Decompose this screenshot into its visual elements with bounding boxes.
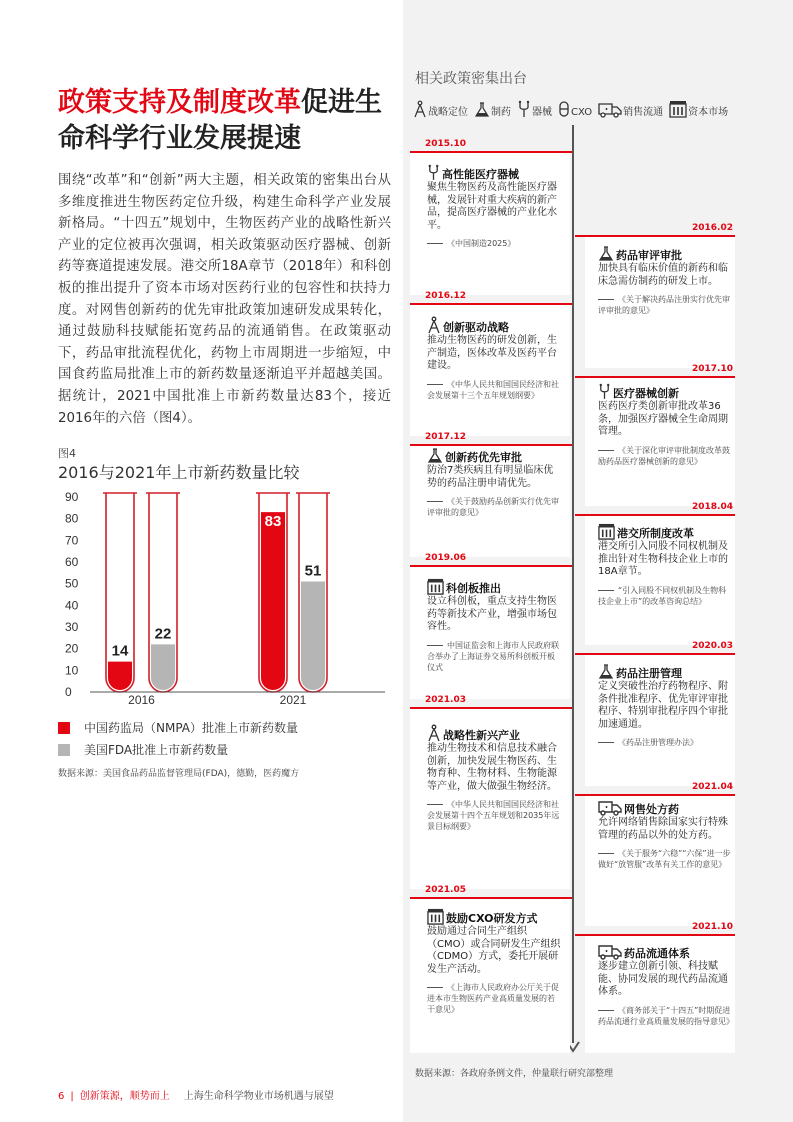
y-tick-label: 40	[65, 598, 79, 613]
chart-legend-fda	[58, 741, 228, 758]
event-title: 鼓励CXO研发方式	[446, 912, 538, 925]
legend-label-sales: 销售流通	[623, 107, 664, 118]
event-title: 创新药优先审批	[445, 451, 522, 464]
timeline-title: 相关政策密集出台	[415, 71, 527, 87]
event-entry	[427, 164, 562, 249]
x-tick-label: 2021	[279, 693, 307, 707]
stethoscope-icon	[598, 383, 611, 400]
y-tick-label: 0	[65, 685, 72, 699]
new-drug-chart	[55, 485, 390, 707]
event-source-text: 《关于解决药品注册实行优先审评审批的意见》	[598, 295, 730, 316]
event-source-text: 《关于服务“六稳”“六保”进一步做好“放管服”改革有关工作的意见》	[598, 849, 731, 870]
event-entry	[598, 523, 733, 607]
event-date: 2021.03	[425, 695, 466, 705]
event-date: 2018.04	[692, 502, 733, 512]
event-title: 药品流通体系	[624, 947, 690, 960]
event-title-row	[598, 800, 733, 816]
event-entry	[598, 383, 733, 467]
page-title	[58, 85, 382, 157]
y-tick-label: 10	[65, 663, 79, 678]
event-title-row	[427, 724, 562, 742]
event-entry	[427, 908, 562, 1015]
data-label: 83	[264, 513, 282, 531]
event-source-text: 《关于鼓励药品创新实行优先审评审批的意见》	[427, 497, 559, 518]
event-entry	[598, 246, 733, 316]
title-line2: 命科学行业发展提速	[58, 123, 301, 154]
event-title-row	[598, 383, 733, 400]
event-entry	[598, 944, 733, 1027]
compass-icon	[413, 100, 427, 118]
event-date-line	[410, 303, 572, 305]
event-description: 医药医疗类创新审批改革36条，加强医疗器械全生命周期管理。	[598, 401, 728, 438]
y-tick-label: 60	[65, 555, 79, 569]
event-source-text: 中国证监会和上海市人民政府联合举办了上海证券交易所科创板开板仪式	[427, 640, 559, 672]
flask-icon	[474, 102, 490, 118]
event-title-row	[427, 164, 562, 181]
event-date: 2020.03	[692, 641, 733, 651]
compass-icon	[427, 316, 441, 334]
event-entry	[427, 724, 562, 832]
capsule-icon	[558, 100, 570, 118]
event-entry	[427, 316, 562, 401]
event-source-text: 《商务部关于“十四五”时期促进药品流通行业高质量发展的指导意见》	[598, 1005, 734, 1026]
compass-icon	[427, 724, 441, 742]
event-title: 医疗器械创新	[613, 387, 679, 400]
legend-label-fda: 美国FDA批准上市新药数量	[84, 743, 229, 757]
truck-icon	[598, 944, 622, 960]
event-source	[427, 799, 562, 832]
figure-title: 2016与2021年上市新药数量比较	[58, 463, 300, 482]
y-tick-label: 30	[65, 620, 79, 634]
event-source	[598, 294, 733, 316]
event-source-text: 《中华人民共和国国民经济和社会发展第十三个五年规划纲要》	[427, 379, 559, 400]
event-description: 加快具有临床价值的新药和临床急需仿制药的研发上市。	[598, 263, 728, 287]
timeline-source: 数据来源：各政府条例文件，仲量联行研究部整理	[415, 1069, 614, 1079]
data-label: 51	[304, 562, 322, 580]
event-source-text: 《中华人民共和国国民经济和社会发展第十四个五年规划和2035年远景目标纲要》	[427, 800, 560, 832]
flask-icon	[598, 246, 614, 262]
flask-icon	[427, 448, 443, 464]
y-tick-label: 90	[65, 490, 79, 504]
stethoscope-icon	[427, 164, 440, 181]
event-entry	[427, 578, 562, 673]
legend-strategy	[413, 100, 468, 118]
legend-label-pharma: 制药	[491, 107, 511, 118]
event-description: 定义突破性治疗药物程序、附条件批准程序、优先审评审批程序、特别审批程序四个审批加速通道。	[598, 681, 728, 730]
event-date: 2019.06	[425, 553, 466, 563]
event-title: 港交所制度改革	[617, 527, 694, 540]
event-date: 2021.04	[692, 782, 733, 792]
event-description: 防治7类疾病且有明显临床优势的药品注册申请优先。	[427, 465, 554, 489]
event-description: 设立科创板，重点支持生物医药等新技术产业，增强市场包容性。	[427, 596, 557, 633]
event-description: 鼓励通过合同生产组织（CMO）或合同研发生产组织（CDMO）方式，委托开展研发生产活动。	[427, 926, 561, 975]
source-dash	[427, 384, 443, 385]
event-date: 2015.10	[425, 139, 466, 149]
y-tick-label: 70	[65, 533, 79, 548]
truck-icon	[598, 102, 622, 118]
legend-capital	[669, 100, 728, 118]
event-date-line	[410, 151, 572, 153]
footer-section: 创新策源，顺势而上	[79, 1091, 170, 1102]
data-label: 22	[154, 625, 172, 643]
chart-legend-nmpa	[58, 719, 298, 736]
source-dash	[598, 450, 614, 451]
event-title-row	[427, 316, 562, 334]
legend-label-strategy: 战略定位	[428, 107, 468, 118]
footer-separator: |	[70, 1091, 74, 1102]
event-source	[598, 737, 733, 748]
truck-icon	[598, 800, 622, 816]
event-date-line	[410, 444, 572, 446]
bar-fill	[301, 582, 325, 691]
event-date: 2017.12	[425, 432, 466, 442]
event-source	[598, 445, 733, 467]
event-description: 港交所引入同股不同权机制及推出针对生物科技企业上市的18A章节。	[598, 541, 728, 578]
legend-swatch-red	[58, 722, 70, 734]
event-title-row	[598, 246, 733, 262]
figure-label: 图4	[58, 447, 76, 460]
event-title-row	[427, 908, 562, 925]
building-icon	[427, 578, 444, 595]
event-source	[427, 379, 562, 401]
event-source-text: “引入同股不同权机制及生物科技企业上市”的改革咨询总结》	[598, 585, 727, 606]
legend-label-device: 器械	[532, 107, 552, 118]
bar-fill	[108, 662, 132, 690]
event-source-text: 《中国制造2025》	[447, 239, 516, 249]
event-date-line	[575, 376, 735, 378]
legend-label-cxo: CXO	[571, 107, 593, 118]
legend-pharma	[474, 102, 511, 118]
event-title-row	[598, 523, 733, 540]
x-tick-label: 2016	[128, 693, 155, 707]
y-tick-label: 80	[65, 511, 79, 526]
data-label: 14	[111, 642, 129, 660]
page-number: 6	[58, 1091, 65, 1102]
page-footer	[58, 1087, 334, 1102]
timeline-axis	[572, 125, 574, 1043]
footer-doc-title: 上海生命科学物业市场机遇与展望	[183, 1091, 334, 1102]
building-icon	[427, 908, 444, 925]
event-date-line	[410, 565, 572, 567]
event-entry	[598, 800, 733, 870]
event-title: 药品注册管理	[616, 667, 682, 680]
legend-label-nmpa: 中国药监局（NMPA）批准上市新药数量	[84, 721, 299, 735]
event-source	[598, 1005, 733, 1027]
event-date: 2016.02	[692, 223, 733, 233]
source-dash	[598, 742, 614, 743]
source-dash	[598, 299, 614, 300]
bar-fill	[151, 644, 175, 690]
event-source-text: 《关于深化审评审批制度改革鼓励药品医疗器械创新的意见》	[598, 445, 730, 466]
event-date: 2021.05	[425, 885, 466, 895]
title-line1-rest: 促进生	[301, 87, 382, 118]
event-source-text: 《上海市人民政府办公厅关于促进本市生物医药产业高质量发展的若干意见》	[427, 983, 559, 1015]
event-description: 推动生物技术和信息技术融合创新，加快发展生物医药、生物育种、生物材料、生物能源等产业，做大做强生物经济。	[427, 743, 557, 792]
event-date-line	[575, 514, 735, 516]
bar-fill	[261, 512, 285, 690]
event-source	[427, 238, 562, 249]
source-dash	[598, 853, 614, 854]
event-source	[427, 982, 562, 1015]
legend-swatch-grey	[58, 744, 70, 756]
event-description: 推动生物医药的研发创新，生产制造，医体改革及医药平台建设。	[427, 335, 557, 372]
event-date-line	[575, 235, 735, 237]
event-title-row	[598, 664, 733, 680]
event-title: 药品审评审批	[616, 249, 682, 262]
y-tick-label: 50	[65, 576, 79, 591]
source-dash	[427, 243, 443, 244]
event-date-line	[575, 794, 735, 796]
legend-sales	[598, 102, 663, 118]
source-dash	[598, 590, 614, 591]
event-source	[427, 640, 562, 673]
legend-device	[517, 100, 552, 118]
event-date: 2017.10	[692, 364, 733, 374]
flask-icon	[598, 664, 614, 680]
event-title: 网售处方药	[624, 803, 679, 816]
event-entry	[427, 448, 562, 518]
source-dash	[427, 987, 443, 988]
event-source	[427, 496, 562, 518]
source-dash	[598, 1010, 614, 1011]
source-dash	[427, 645, 443, 646]
event-description: 逐步建立创新引领、科技赋能、协同发展的现代药品流通体系。	[598, 961, 728, 998]
event-source-text: 《药品注册管理办法》	[618, 738, 698, 748]
event-title-row	[598, 944, 733, 960]
y-tick-label: 20	[65, 641, 79, 656]
event-title-row	[427, 448, 562, 464]
event-title: 创新驱动战略	[443, 321, 509, 334]
timeline-legend	[413, 100, 734, 118]
intro-paragraph: 围绕“改革”和“创新”两大主题，相关政策的密集出台从多维度推进生物医药定位升级，构建生命科学产业发展新格局。“十四五”规划中，生物医药产业的战略性新兴产业的定位被再次强调，相关政策驱动医疗器械、创新药等赛道提速发展。港交所18A章节（2018年）和科创板的推出提升了资本市场对医药行业的包容性和扶持力度。对网售创新药的优先审批政策加速研发成果转化，通过鼓励科技赋能拓宽药品的流通销售。在政策驱动下，药品审批流程优化，药物上市周期进一步缩短，中国食药监局批准上市的新药数量逐渐追平并超越美国。据统计，2021中国批准上市新药数量达83个，接近2016年的六倍（图4）。	[58, 173, 391, 426]
event-date: 2016.12	[425, 291, 466, 301]
source-dash	[427, 501, 443, 502]
event-title-row	[427, 578, 562, 595]
legend-cxo	[558, 100, 592, 118]
event-title: 高性能医疗器械	[442, 168, 519, 181]
building-icon	[598, 523, 615, 540]
chart-source: 数据来源：美国食品药品监督管理局(FDA)，德勤，医药魔方	[58, 769, 300, 779]
event-date-line	[575, 653, 735, 655]
legend-label-capital: 资本市场	[688, 107, 729, 118]
stethoscope-icon	[517, 100, 531, 118]
event-date-line	[410, 707, 572, 709]
event-entry	[598, 664, 733, 748]
event-description: 聚焦生物医药及高性能医疗器械，发展针对重大疾病的新产品，提高医疗器械的产业化水平。	[427, 182, 557, 231]
event-description: 允许网络销售除国家实行特殊管理的药品以外的处方药。	[598, 817, 728, 841]
event-date-line	[410, 897, 572, 899]
event-source	[598, 848, 733, 870]
event-source	[598, 585, 733, 607]
event-date: 2021.10	[692, 922, 733, 932]
source-dash	[427, 804, 443, 805]
building-icon	[669, 100, 687, 118]
event-title: 战略性新兴产业	[443, 729, 520, 742]
event-title: 科创板推出	[446, 582, 501, 595]
event-date-line	[575, 934, 735, 936]
title-highlight: 政策支持及制度改革	[58, 87, 301, 118]
